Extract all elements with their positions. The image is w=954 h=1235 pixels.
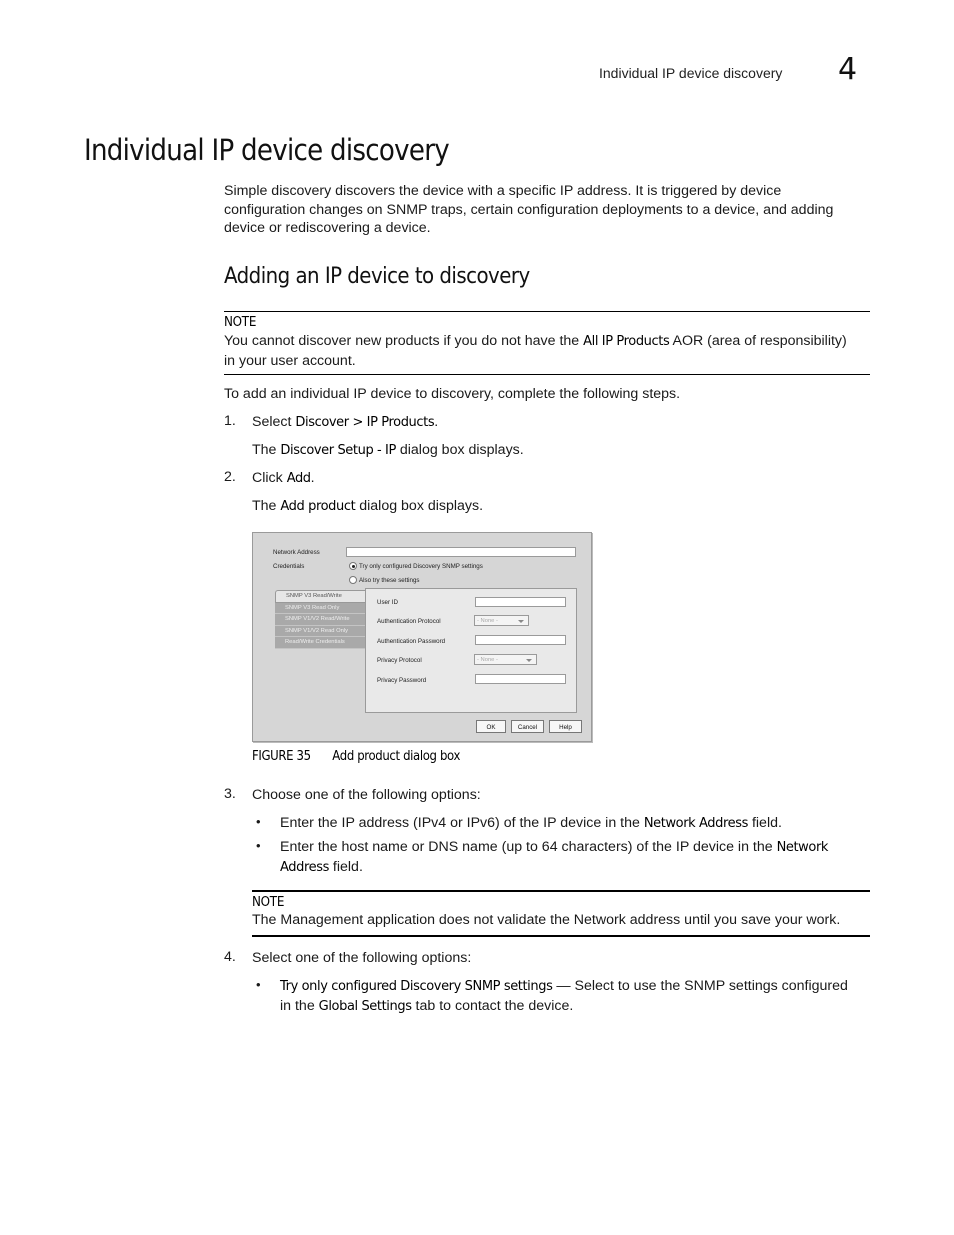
auth-password-label: Authentication Password [377, 638, 446, 645]
figure-caption [252, 749, 460, 764]
bullet-text-part: tab to contact the device. [411, 997, 574, 1014]
step-text-part: The [252, 442, 281, 458]
tab-snmp-v1v2-read-only[interactable]: SNMP V1/V2 Read Only [275, 626, 365, 638]
chevron-down-icon [526, 659, 532, 662]
bullet: • [256, 838, 261, 853]
chapter-number: 4 [838, 52, 858, 87]
step-text-part: dialog box displays. [395, 442, 524, 458]
section-title: Individual IP device discovery [84, 133, 449, 167]
note-bottom-rule [252, 935, 870, 937]
note-top-rule [252, 890, 870, 892]
step-number: 4. [224, 949, 236, 965]
user-id-input[interactable] [475, 597, 566, 607]
privacy-protocol-value: - None - [477, 657, 498, 663]
add-product-dialog [252, 532, 592, 742]
step-text: Choose one of the following options: [252, 787, 481, 803]
auth-protocol-label: Authentication Protocol [377, 618, 441, 625]
ok-button[interactable]: OK [476, 720, 506, 733]
dialog-name: Discover Setup - IP [280, 443, 396, 458]
step-number: 3. [224, 786, 236, 802]
also-try-label: Also try these settings [359, 577, 420, 584]
running-header-title: Individual IP device discovery [599, 65, 783, 81]
step-text-part: . [434, 414, 439, 430]
step-text-part: The [252, 498, 281, 514]
help-button[interactable]: Help [549, 720, 582, 733]
field-name: Network Address [643, 816, 749, 831]
auth-password-input[interactable] [475, 635, 566, 645]
privacy-protocol-select[interactable] [474, 654, 537, 665]
field-name: Network [776, 840, 829, 855]
bullet-text-part: field. [748, 815, 782, 831]
note-bottom-rule [224, 374, 870, 375]
step-text-part: Click [252, 470, 287, 486]
bullet-text-part: in the [280, 997, 319, 1014]
step-number: 2. [224, 469, 236, 485]
tab-snmp-v3-read-write[interactable]: SNMP V3 Read/Write [275, 590, 365, 603]
section-intro [224, 182, 874, 238]
snmp-settings-panel [365, 588, 577, 713]
step-result [252, 497, 483, 517]
tab-snmp-v1v2-read-write[interactable]: SNMP V1/V2 Read/Write [275, 614, 365, 626]
menu-path: Discover > IP Products [295, 415, 435, 430]
note-label: NOTE [224, 315, 257, 330]
dialog-name: Add product [280, 499, 356, 514]
privacy-password-input[interactable] [475, 674, 566, 684]
credential-tabs [275, 590, 365, 649]
note-text: AOR (area of responsibility) [669, 333, 847, 349]
step-text-part: Select [252, 414, 296, 430]
note-bold-term: All IP Products [583, 334, 670, 349]
bullet: • [256, 977, 261, 992]
note-body: The Management application does not validate the Network address until you save your work. [252, 912, 841, 928]
privacy-password-label: Privacy Password [377, 677, 427, 684]
step-text [252, 469, 315, 489]
subsection-title: Adding an IP device to discovery [224, 264, 530, 289]
bullet-text-part: — Select to use the SNMP settings configured [552, 978, 848, 994]
note-label: NOTE [252, 895, 285, 910]
auth-protocol-value: - None - [477, 618, 498, 624]
steps-intro: To add an individual IP device to discovery, complete the following steps. [224, 386, 681, 402]
intro-line: device or rediscovering a device. [224, 220, 431, 237]
intro-line: Simple discovery discovers the device with a specific IP address. It is triggered by device [224, 183, 782, 199]
step-result [252, 441, 524, 461]
tab-name: Global Settings [318, 998, 412, 1014]
step-number: 1. [224, 413, 236, 429]
bullet-text-part: Enter the host name or DNS name (up to 64 characters) of the IP device in the [280, 839, 777, 855]
bullet-text [280, 838, 870, 877]
figure-title: Add product dialog box [332, 749, 461, 764]
step-text [252, 413, 438, 433]
button-name: Add [286, 471, 311, 486]
also-try-radio[interactable] [349, 576, 357, 584]
note-top-rule [224, 311, 870, 312]
step-text: Select one of the following options: [252, 950, 472, 966]
tab-snmp-v3-read-only[interactable]: SNMP V3 Read Only [275, 603, 365, 615]
bullet-text [280, 977, 870, 1016]
bullet-text-part: field. [328, 858, 363, 875]
bullet-text [280, 814, 782, 834]
bullet: • [256, 814, 261, 829]
auth-protocol-select[interactable] [474, 615, 529, 626]
note-text: in your user account. [224, 352, 356, 369]
intro-line: configuration changes on SNMP traps, certain configuration deployments to a device, and adding [224, 201, 834, 218]
chevron-down-icon [518, 620, 524, 623]
option-name: Try only configured Discovery SNMP settings [280, 979, 553, 994]
note-text: You cannot discover new products if you do not have the [224, 333, 584, 349]
figure-number: FIGURE 35 [252, 749, 311, 764]
note-body [224, 332, 874, 370]
try-configured-radio[interactable] [349, 562, 357, 570]
tab-read-write-credentials[interactable]: Read/Write Credentials [275, 637, 365, 649]
privacy-protocol-label: Privacy Protocol [377, 657, 422, 664]
cancel-button[interactable]: Cancel [511, 720, 544, 733]
try-configured-label: Try only configured Discovery SNMP settings [359, 563, 483, 570]
step-text-part: dialog box displays. [355, 498, 484, 514]
bullet-text-part: Enter the IP address (IPv4 or IPv6) of the IP device in the [280, 815, 644, 831]
network-address-label: Network Address [273, 549, 320, 556]
network-address-input[interactable] [346, 547, 576, 557]
field-name: Address [280, 859, 329, 875]
user-id-label: User ID [377, 599, 398, 606]
credentials-label: Credentials [273, 563, 305, 570]
step-text-part: . [310, 470, 315, 486]
